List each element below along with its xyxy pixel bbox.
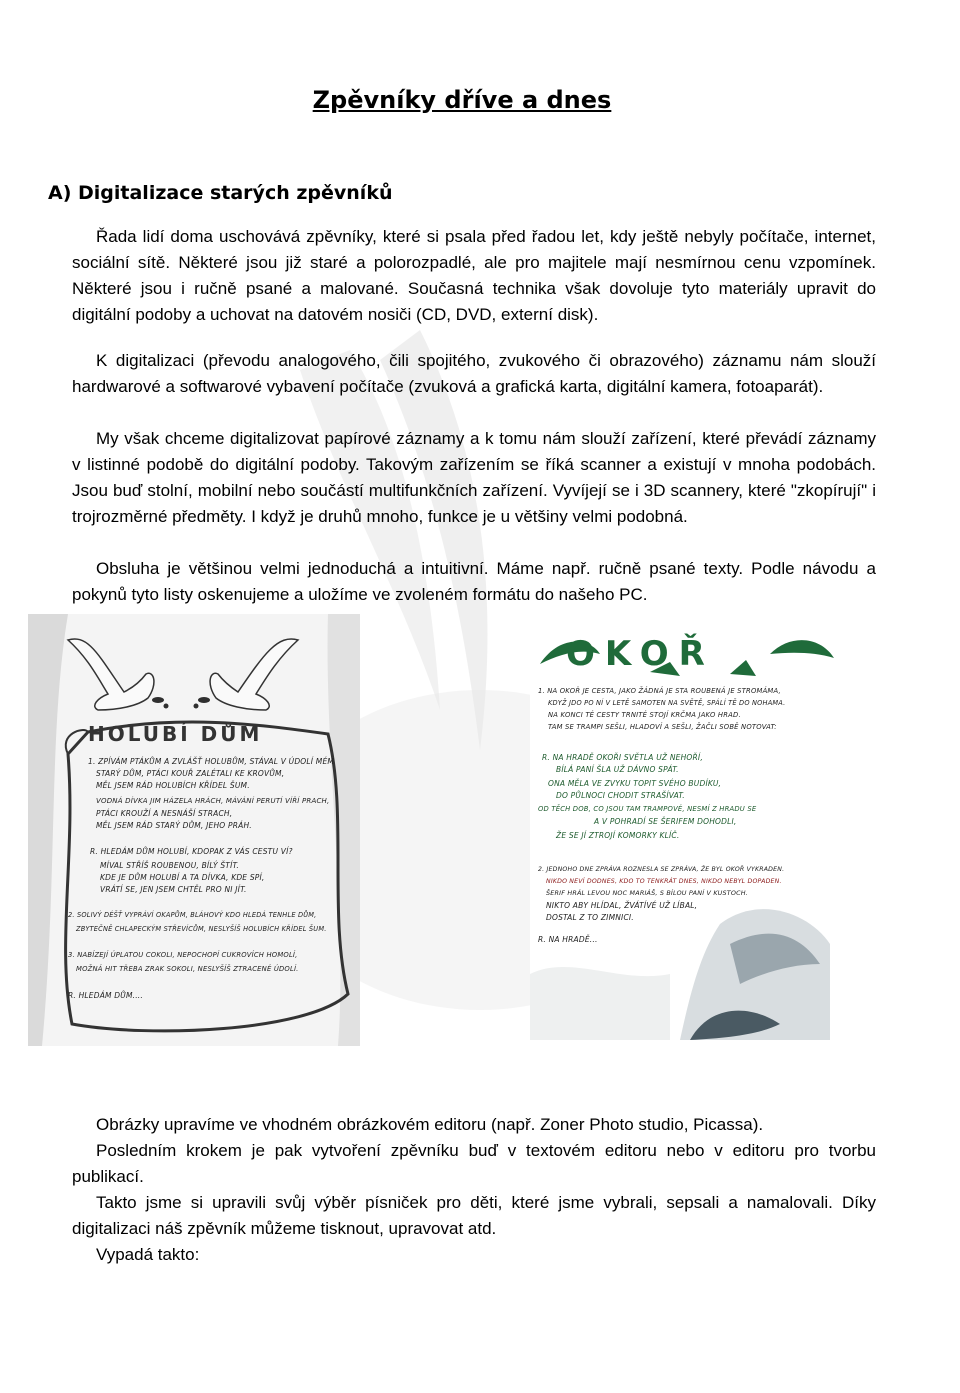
handwritten-line: ONA MĚLA VE ZVYKU TOPIT SVÉHO BUDÍKU, <box>548 779 722 788</box>
handwritten-line: TAM SE TRAMPI SEŠLI, HLADOVÍ A SEŠLI, ŽAČLI SOBĚ NOTOVAT: <box>548 723 777 731</box>
paragraph: K digitalizaci (převodu analogového, čili spojitého, zvukového či obrazového) záznamu nám slouží hardwarové a softwarové vybavení počítače (zvuková a grafická karta, digitální kamera, fotoaparát). <box>72 351 876 396</box>
handwritten-line: 1. ZPÍVÁM PTÁKŮM A ZVLÁŠŤ HOLUBŮM, STÁVAL V ÚDOLÍ MÉM <box>88 757 335 766</box>
scan-left-title: HOLUBÍ DŮM <box>88 722 263 746</box>
handwritten-line: MOŽNÁ HIT TŘEBA ZRAK SOKOLI, NESLYŠÍŠ ZTRACENÉ ÚDOLÍ. <box>76 965 299 973</box>
paragraph: Takto jsme si upravili svůj výběr písniček pro děti, které jsme vybrali, sepsali a namalovali. Díky digitalizaci náš zpěvník můžeme tisknout, upravovat atd. <box>72 1193 876 1238</box>
handwritten-line: 2. JEDNOHO DNE ZPRÁVA ROZNESLA SE ZPRÁVA, ŽE BYL OKOŘ VYKRADEN. <box>538 866 785 873</box>
handwritten-line: NIKDO NEVÍ DODNES, KDO TO TENKRÁT DNES, NIKDO NEBYL DOPADEN. <box>546 878 782 885</box>
handwritten-line: BÍLÁ PANÍ ŠLA UŽ DÁVNO SPÁT. <box>556 765 679 774</box>
handwritten-line: 2. SOLIVÝ DÉŠŤ VYPRÁVÍ OKAPŮM, BLÁHOVÝ KDO HLEDÁ TENHLE DŮM, <box>68 911 317 919</box>
handwritten-line: A V POHRADÍ SE ŠERIFEM DOHODLI, <box>594 817 737 826</box>
handwritten-line: ŽE SE JÍ ZTROJÍ KOMORKY KLÍČ. <box>556 831 680 840</box>
handwritten-line: R. HLEDÁM DŮM HOLUBÍ, KDOPAK Z VÁS CESTU VÍ? <box>90 847 293 856</box>
paragraph: Posledním krokem je pak vytvoření zpěvníku buď v textovém editoru nebo v editoru pro tvorbu publikací. <box>72 1141 876 1186</box>
handwritten-line: DO PŮLNOCI CHODIT STRAŠÍVAT. <box>556 791 685 800</box>
paragraph: My však chceme digitalizovat papírové záznamy a k tomu nám slouží zařízení, které převádí záznamy v listinné podobě do digitální podoby. Takovým zařízením se říká scanner a existují v mnoha podobách. Jsou buď stolní, mobilní nebo součástí multifunkčních zařízení. Vyvíjejí se i 3D scannery, které "zkopírují" i trojrozměrné předměty. I když je druhů mnoho, funkce je u většiny velmi podobná. <box>72 429 876 526</box>
paragraph: Obsluha je většinou velmi jednoduchá a intuitivní. Máme např. ručně psané texty. Podle návodu a pokynů tyto listy oskenujeme a uložíme ve zvoleném formátu do našeho PC. <box>72 559 876 604</box>
paragraph: Vypadá takto: <box>96 1245 200 1264</box>
handwritten-line: MĚL JSEM RÁD HOLUBÍCH KŘÍDEL ŠUM. <box>96 781 250 790</box>
paragraph: Řada lidí doma uschovává zpěvníky, které si psala před řadou let, kdy ještě nebyly počítače, internet, sociální sítě. Některé jsou již staré a polorozpadlé, ale pro majitele mají nesmírnou cenu vzpomínek. Některé jsou i ručně psané a malované. Současná technika však dovoluje tyto materiály upravit do digitální podoby a uchovat na datovém nosiči (CD, DVD, externí disk). <box>72 227 876 324</box>
handwritten-line: NIKTO ABY HLÍDAL, ŽVÁTÍVÉ UŽ LÍBAL, <box>546 901 698 910</box>
handwritten-line: R. HLEDÁM DŮM.... <box>68 991 143 1000</box>
handwritten-line: MÍVAL STŘÍŠ ROUBENOU, BÍLÝ ŠTÍT. <box>100 861 239 870</box>
handwritten-line: PTÁCI KROUŽÍ A NESNÁŠÍ STRACH, <box>96 809 233 818</box>
handwritten-line: MĚL JSEM RÁD STARÝ DŮM, JEHO PRÁH. <box>96 821 252 830</box>
handwritten-line: R. NA HRADĚ... <box>538 935 598 944</box>
handwritten-line: OD TĚCH DOB, CO JSOU TAM TRAMPOVÉ, NESMÍ Z HRADU SE <box>538 805 757 813</box>
paragraph: Obrázky upravíme ve vhodném obrázkovém editoru (např. Zoner Photo studio, Picassa). <box>96 1115 764 1134</box>
handwritten-line: KDE JE DŮM HOLUBÍ A TA DÍVKA, KDE SPÍ, <box>100 873 265 882</box>
section-heading: A) Digitalizace starých zpěvníků <box>48 182 393 204</box>
handwritten-line: R. NA HRADĚ OKOŘI SVĚTLA UŽ NEHOŘÍ, <box>542 753 703 762</box>
handwritten-line: STARÝ DŮM, PTÁCI KOUŘ ZALÉTALI KE KROVŮM, <box>96 769 285 778</box>
handwritten-line: KDYŽ JDO PO NÍ V LETĚ SAMOTEN NA SVĚTĚ, SPÁLÍ TĚ DO NOHAMA. <box>548 699 786 707</box>
handwritten-line: VODNÁ DÍVKA JIM HÁZELA HRÁCH, MÁVÁNÍ PERUTÍ VÍŘÍ PRACH, <box>96 797 330 805</box>
handwritten-line: NA KONCI TÉ CESTY TRNITÉ STOJÍ KRČMA JAKO HRAD. <box>548 711 741 719</box>
scan-holubi-dum <box>28 614 360 1046</box>
handwritten-line: ZBYTEČNĚ CHLAPECKÝM STŘEVÍCŮM, NESLYŠÍŠ HOLUBÍCH KŘÍDEL ŠUM. <box>76 925 327 933</box>
handwritten-line: ŠERIF HRÁL LEVOU NOC MARIÁŠ, S BÍLOU PANÍ V KUSTOCH. <box>546 889 748 897</box>
handwritten-line: DOSTAL Z TO ZIMNICI. <box>546 913 634 922</box>
handwritten-line: VRÁTÍ SE, JEN JSEM CHTĚL PRO NI JÍT. <box>100 885 247 894</box>
scan-okor <box>530 624 838 1040</box>
page-title: Zpěvníky dříve a dnes <box>312 86 612 114</box>
scan-right-title: OKOŘ <box>566 634 715 674</box>
handwritten-line: 1. NA OKOŘ JE CESTA, JAKO ŽÁDNÁ JE STA ROUBENÁ JE STROMÁMA, <box>538 687 781 695</box>
handwritten-line: 3. NABÍZEJÍ ÚPLATOU COKOLI, NEPOCHOPÍ CUKROVÍCH HOMOLÍ, <box>68 951 298 959</box>
